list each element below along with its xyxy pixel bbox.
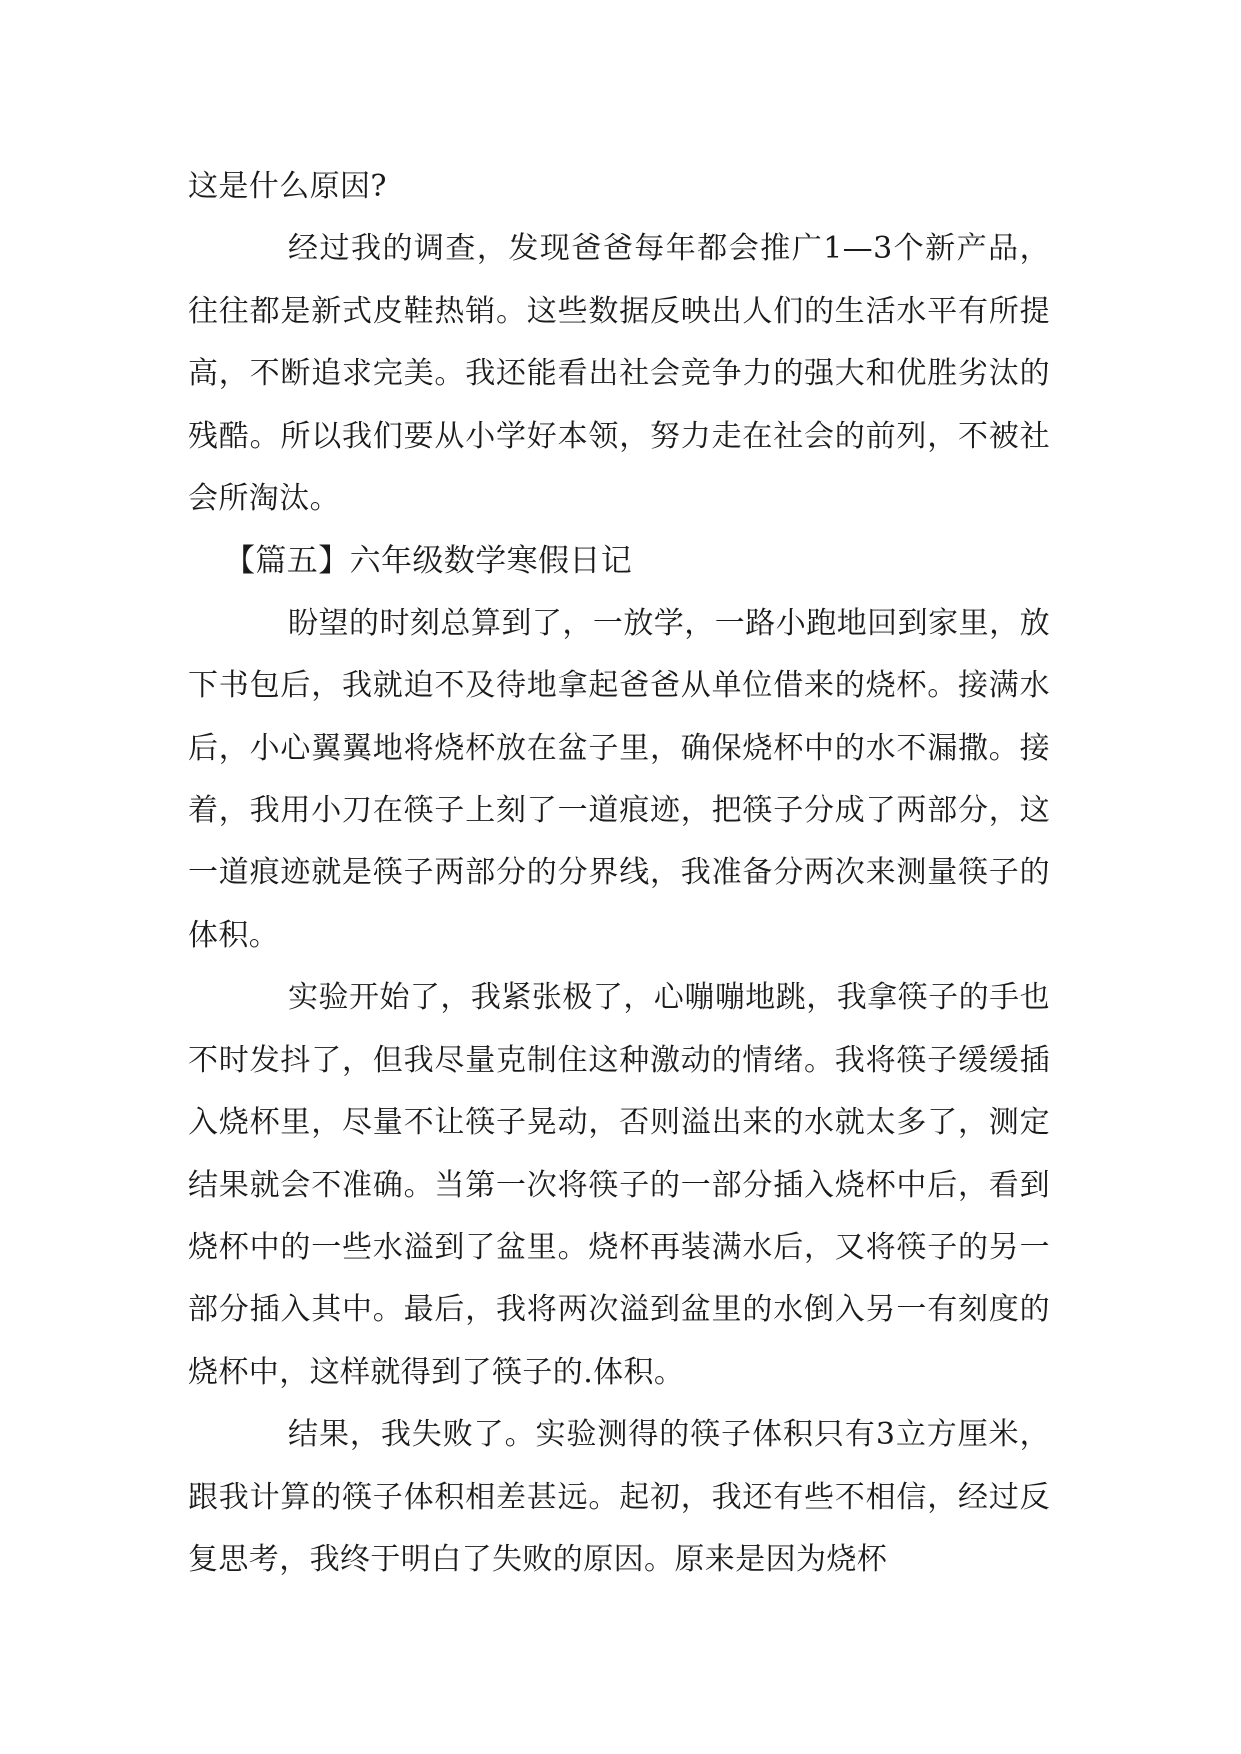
paragraph-3: 盼望的时刻总算到了，一放学，一路小跑地回到家里，放下书包后，我就迫不及待地拿起爸爸从单位借来的烧杯。接满水后，小心翼翼地将烧杯放在盆子里，确保烧杯中的水不漏撒。接着，我用小刀在筷子上刻了一道痕迹，把筷子分成了两部分，这一道痕迹就是筷子两部分的分界线，我准备分两次来测量筷子的体积。 [188,605,1050,953]
paragraph-1: 这是什么原因? [188,169,387,204]
paragraph-2: 经过我的调查，发现爸爸每年都会推广1—3个新产品，往往都是新式皮鞋热销。这些数据反映出人们的生活水平有所提高，不断追求完美。我还能看出社会竞争力的强大和优胜劣汰的残酷。所以我们要从小学好本领，努力走在社会的前列，不被社会所淘汰。 [188,231,1050,517]
paragraph-4: 实验开始了，我紧张极了，心嘣嘣地跳，我拿筷子的手也不时发抖了，但我尽量克制住这种激动的情绪。我将筷子缓缓插入烧杯里，尽量不让筷子晃动，否则溢出来的水就太多了，测定结果就会不准确。当第一次将筷子的一部分插入烧杯中后，看到烧杯中的一些水溢到了盆里。烧杯再装满水后，又将筷子的另一部分插入其中。最后，我将两次溢到盆里的水倒入另一有刻度的烧杯中，这样就得到了筷子的.体积。 [188,980,1050,1390]
section-heading: 【篇五】六年级数学寒假日记 [224,543,633,580]
document-body [188,156,1050,1591]
paragraph-5: 结果，我失败了。实验测得的筷子体积只有3立方厘米，跟我计算的筷子体积相差甚远。起初，我还有些不相信，经过反复思考，我终于明白了失败的原因。原来是因为烧杯 [188,1417,1050,1577]
